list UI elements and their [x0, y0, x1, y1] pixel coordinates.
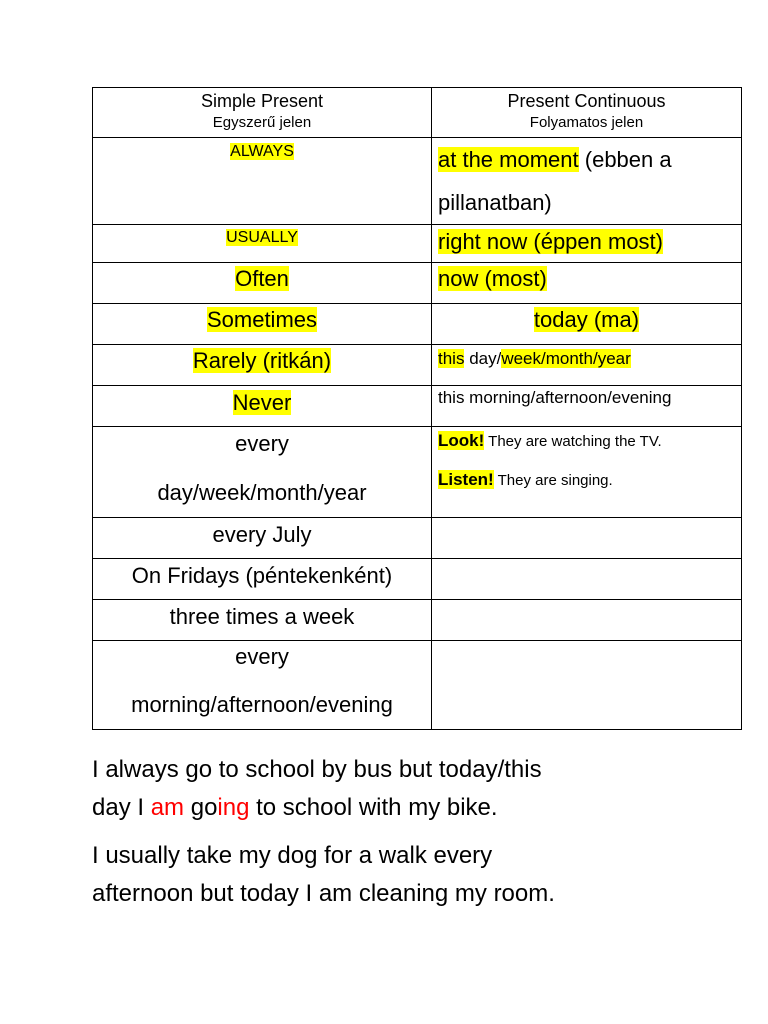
listen-sentence: They are singing. [493, 472, 613, 489]
every-text: every [235, 431, 289, 456]
look-label: Look! [438, 431, 485, 450]
often-label: Often [235, 266, 289, 291]
every-july-text: every July [212, 522, 312, 547]
day-text: day/ [464, 349, 502, 368]
paragraph-line: I always go to school by bus but today/this [92, 756, 542, 783]
table-cell [432, 427, 742, 518]
table-cell [93, 225, 432, 263]
table-cell [93, 427, 432, 518]
right-now-label: right now (éppen most) [438, 229, 663, 254]
table-cell [93, 263, 432, 304]
rarely-label: Rarely (ritkán) [192, 348, 332, 373]
table-cell [432, 304, 742, 345]
table-cell [93, 138, 432, 225]
table-cell [432, 600, 742, 641]
example-paragraph-1 [92, 751, 692, 827]
every-text: every [235, 644, 289, 669]
table-cell [432, 518, 742, 559]
table-cell [432, 225, 742, 263]
table-row [93, 138, 742, 225]
ebben-a-text: (ebben a [578, 147, 672, 172]
table-cell [93, 518, 432, 559]
table-row [93, 427, 742, 518]
table-cell [432, 641, 742, 730]
ing-red-text: ing [217, 794, 250, 821]
table-row [93, 641, 742, 730]
table-cell [93, 345, 432, 386]
day-week-month-year-text: day/week/month/year [157, 480, 367, 505]
pillanatban-text: pillanatban) [438, 190, 552, 215]
table-cell [432, 386, 742, 427]
paragraph-line: afternoon but today I am cleaning my room. [92, 880, 555, 907]
simple-present-header [93, 88, 432, 138]
table-row [93, 559, 742, 600]
table-cell [432, 138, 742, 225]
present-continuous-title: Present Continuous [507, 91, 666, 111]
text-span: to school with my bike. [249, 794, 498, 821]
paragraph-line [92, 789, 692, 827]
today-ma-label: today (ma) [533, 307, 640, 332]
morning-afternoon-evening-text: morning/afternoon/evening [131, 692, 393, 717]
never-label: Never [232, 390, 292, 415]
sometimes-label: Sometimes [206, 307, 318, 332]
tense-comparison-table [92, 87, 742, 730]
table-row [93, 304, 742, 345]
present-continuous-header [432, 88, 742, 138]
now-most-label: now (most) [438, 266, 547, 291]
text-span: go [184, 794, 218, 821]
table-cell [432, 345, 742, 386]
paragraph-line: I usually take my dog for a walk every [92, 842, 493, 869]
this-morning-text: this morning/afternoon/evening [438, 388, 672, 407]
table-cell [432, 263, 742, 304]
at-the-moment-label: at the moment [438, 147, 579, 172]
on-fridays-text: On Fridays (péntekenként) [131, 563, 393, 588]
table-row [93, 345, 742, 386]
table-row [93, 225, 742, 263]
always-label: ALWAYS [230, 143, 294, 160]
text-span: day I [92, 794, 151, 821]
example-paragraph-2 [92, 837, 712, 913]
am-red-text: am [150, 794, 185, 821]
listen-label: Listen! [438, 470, 494, 489]
table-header-row [93, 88, 742, 138]
table-row [93, 263, 742, 304]
this-label: this [438, 349, 465, 368]
table-row [93, 518, 742, 559]
table-cell [93, 641, 432, 730]
simple-present-subtitle: Egyszerű jelen [212, 114, 312, 131]
table-cell [93, 304, 432, 345]
table-cell [432, 559, 742, 600]
three-times-text: three times a week [169, 604, 355, 629]
present-continuous-subtitle: Folyamatos jelen [529, 114, 644, 131]
table-cell [93, 559, 432, 600]
simple-present-title: Simple Present [200, 91, 324, 111]
look-sentence: They are watching the TV. [484, 433, 662, 450]
week-month-year-label: week/month/year [501, 349, 631, 368]
usually-label: USUALLY [226, 229, 298, 246]
